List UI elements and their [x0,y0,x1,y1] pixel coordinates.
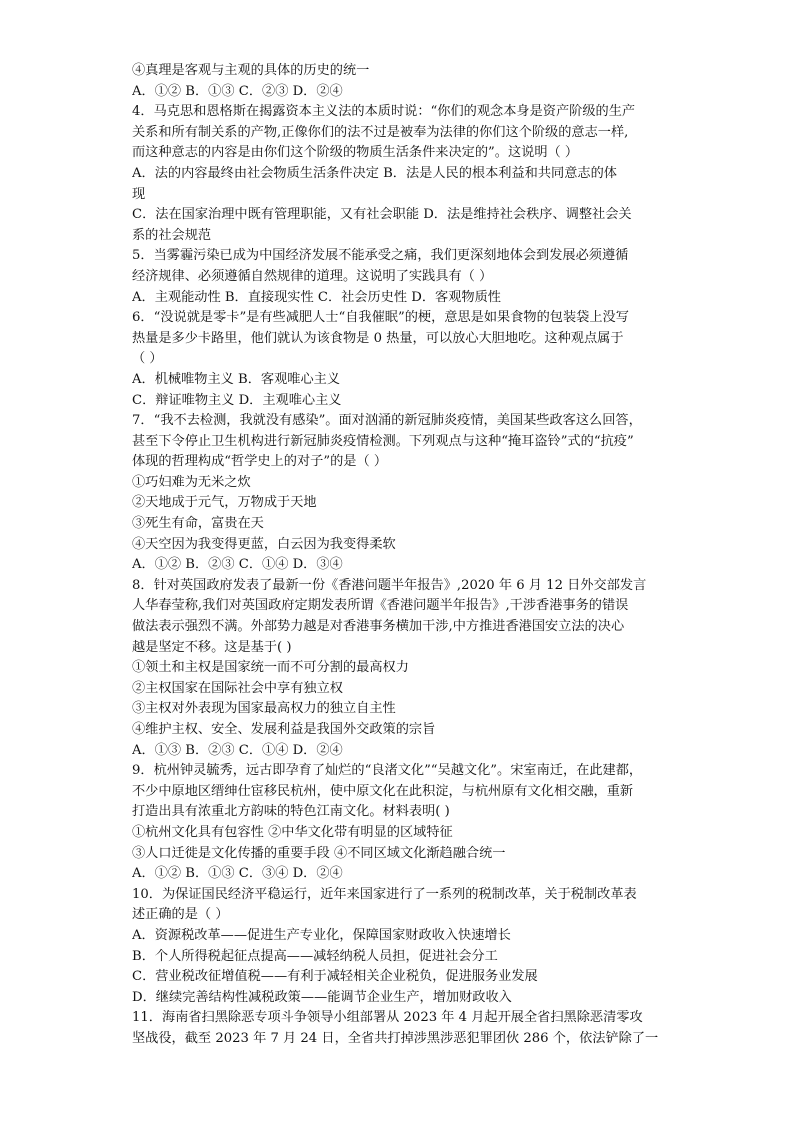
question-text-block [132,61,662,1050]
question-6-stem: （ ） [132,351,163,367]
question-6-stem: 热量是多少卡路里，他们就认为该食物是 0 热量，可以放心大胆地吃。这种观点属于 [132,330,624,346]
text-line: ④真理是客观与主观的具体的历史的统一 [132,63,370,78]
question-8-stem: 做法表示强烈不满。外部势力越是对香港事务横加干涉,中方推进香港国安立法的决心 [132,619,625,635]
question-9-statement: ①杭州文化具有包容性 ②中华文化带有明显的区域特征 [132,824,453,840]
question-8-statement: ③主权对外表现为国家最高权力的独立自主性 [132,701,396,717]
question-7-statement: ③死生有命，富贵在天 [132,516,264,532]
question-10-option: D．继续完善结构性减税政策——能调节企业生产，增加财政收入 [132,989,512,1005]
question-4-options: 现 [132,186,146,202]
question-10-stem: 述正确的是（ ） [132,907,229,923]
question-8-statement: ②主权国家在国际社会中享有独立权 [132,680,343,696]
answer-options: A．①② B．①③ C．②③ D．②④ [132,83,343,99]
question-6-stem: 6．“没说就是零卡”是有些减肥人士“自我催眠”的梗，意思是如果食物的包装袋上没写 [132,310,629,326]
question-7-statement: ④天空因为我变得更蓝，白云因为我变得柔软 [132,536,396,552]
question-8-statement: ④维护主权、安全、发展利益是我国外交政策的宗旨 [132,722,436,737]
question-7-stem: 7．“我不去检测，我就没有感染”。面对汹涌的新冠肺炎疫情，美国某些政客这么回答， [132,413,642,429]
question-7-statement: ②天地成于元气，万物成于天地 [132,495,317,511]
question-5-options: A．主观能动性 B．直接现实性 C．社会历史性 D．客观物质性 [132,289,501,305]
question-10-option: C．营业税改征增值税——有利于减轻相关企业税负，促进服务业发展 [132,969,538,985]
question-5-stem: 5．当雾霾污染已成为中国经济发展不能承受之痛，我们更深刻地体会到发展必须遵循 [132,248,629,264]
question-8-statement: ①领土和主权是国家统一而不可分割的最高权力 [132,660,409,676]
question-7-stem: 体现的哲理构成“哲学史上的对子”的是（ ） [132,454,388,470]
question-8-stem: 越是坚定不移。这是基于( ) [132,639,292,655]
question-9-options: A．①② B．①③ C．③④ D．②④ [132,866,343,882]
question-4-options: C．法在国家治理中既有管理职能，又有社会职能 D．法是维持社会秩序、调整社会关 [132,207,632,223]
question-8-options: A．①③ B．②③ C．①④ D．②④ [132,742,343,758]
question-8-stem: 人华春莹称,我们对英国政府定期发表所谓《香港问题半年报告》,干涉香港事务的错误 [132,598,629,614]
question-10-stem: 10．为保证国民经济平稳运行，近年来国家进行了一系列的税制改革，关于税制改革表 [132,886,637,902]
question-6-options: A．机械唯物主义 B．客观唯心主义 [132,371,341,387]
question-4-stem: 而这种意志的内容是由你们这个阶级的物质生活条件来决定的”。这说明（ ） [132,145,579,161]
question-9-stem: 不少中原地区缙绅仕宦移民杭州，使中原文化在此积淀，与杭州原有文化相交融，重新 [132,783,634,799]
question-6-options: C．辩证唯物主义 D．主观唯心主义 [132,392,342,408]
question-8-stem: 8．针对英国政府发表了最新一份《香港问题半年报告》,2020 年 6 月 12 日外交部发言 [132,577,647,593]
question-7-stem: 甚至下令停止卫生机构进行新冠肺炎疫情检测。下列观点与这种“掩耳盗铃”式的“抗疫” [132,433,634,449]
question-4-stem: 4．马克思和恩格斯在揭露资本主义法的本质时说：“你们的观念本身是资产阶级的生产 [132,104,636,120]
question-11-stem: 11．海南省扫黑除恶专项斗争领导小组部署从 2023 年 4 月起开展全省扫黑除恶清零攻 [132,1010,643,1026]
question-9-stem: 9．杭州钟灵毓秀，远古即孕育了灿烂的“良渚文化”“吴越文化”。宋室南迁，在此建都， [132,763,643,779]
question-7-statement: ①巧妇难为无米之炊 [132,474,251,490]
question-7-options: A．①② B．②③ C．①④ D．③④ [132,557,343,573]
question-5-stem: 经济规律、必须遵循自然规律的道理。这说明了实践具有（ ） [132,268,493,284]
question-10-option: B．个人所得税起征点提高——减轻纳税人员担，促进社会分工 [132,948,498,964]
question-9-statement: ③人口迁徙是文化传播的重要手段 ④不同区域文化渐趋融合统一 [132,845,506,861]
question-4-options: A．法的内容最终由社会物质生活条件决定 B．法是人民的根本利益和共同意志的体 [132,165,617,181]
question-10-option: A．资源税改革——促进生产专业化，保障国家财政收入快速增长 [132,927,511,943]
question-11-stem: 坚战役，截至 2023 年 7 月 24 日，全省共打掉涉黑涉恶犯罪团伙 286 个，依法铲除了一 [132,1030,659,1046]
question-9-stem: 打造出具有浓重北方韵味的特色江南文化。材料表明( ) [132,804,450,820]
question-4-stem: 关系和所有制关系的产物,正像你们的法不过是被奉为法律的你们这个阶级的意志一样, [132,124,629,140]
question-4-options: 系的社会规范 [132,227,212,243]
